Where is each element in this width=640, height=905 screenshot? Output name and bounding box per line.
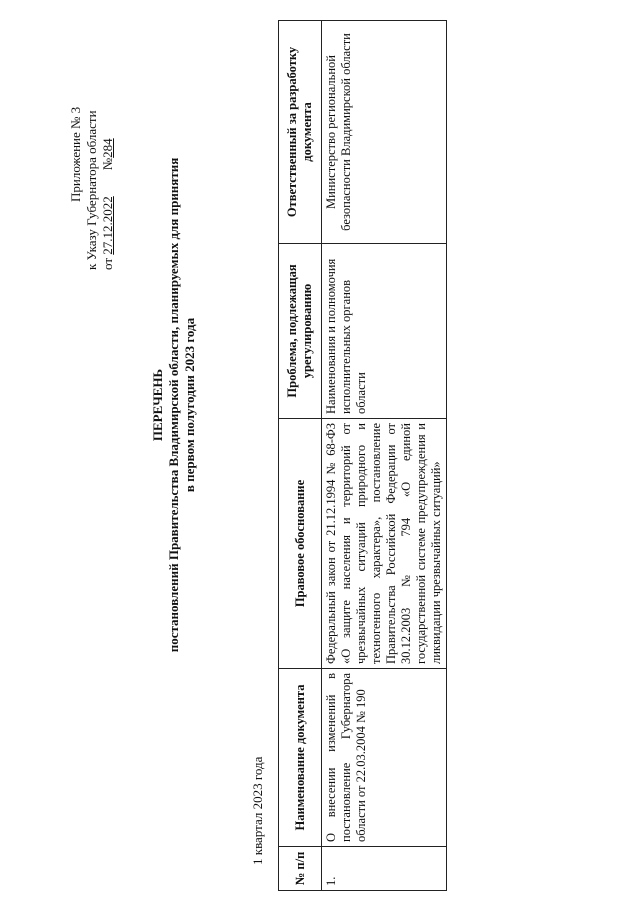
title-heading: ПЕРЕЧЕНЬ — [150, 368, 165, 442]
appendix-block — [68, 30, 116, 270]
cell-problem: Наименования и полномочия исполнительных органов области — [322, 244, 447, 419]
cell-basis: Федеральный закон от 21.12.1994 № 68-ФЗ «О защите населения и территорий от чрезвычайных ситуаций природного и техногенного характера», постановление Правительства Российской Федерации от 30.12.2003 № 794 «О единой государственной системе предупреждения и ликвидации чрезвычайных ситуаций» — [322, 419, 447, 669]
cell-num: 1. — [322, 847, 447, 891]
cell-name: О внесении изменений в постановление Губернатора области от 22.03.2004 № 190 — [322, 669, 447, 847]
title-period: в первом полугодии 2023 года — [182, 317, 197, 493]
appendix-number: 284 — [100, 138, 115, 158]
document-title — [150, 105, 198, 705]
header-problem: Проблема, подлежащая урегулированию — [279, 244, 322, 419]
appendix-decree-ref: к Указу Губернатора области — [84, 110, 99, 270]
appendix-date: 27.12.2022 — [100, 196, 115, 255]
table-row — [322, 21, 447, 891]
header-basis: Правовое обоснование — [279, 419, 322, 669]
appendix-date-number: от 27.12.2022 №284 — [100, 138, 115, 270]
title-subheading: постановлений Правительства Владимирской области, планируемых для принятия — [166, 157, 181, 653]
cell-responsible: Министерство региональной безопасности Владимирской области — [322, 21, 447, 244]
header-responsible: Ответственный за разработку документа — [279, 21, 322, 244]
quarter-label: 1 квартал 2023 года — [250, 756, 265, 865]
documents-table — [278, 20, 447, 891]
table-header-row — [279, 21, 322, 891]
appendix-title: Приложение № 3 — [68, 106, 83, 202]
header-num: № п/п — [279, 847, 322, 891]
header-name: Наименование документа — [279, 669, 322, 847]
